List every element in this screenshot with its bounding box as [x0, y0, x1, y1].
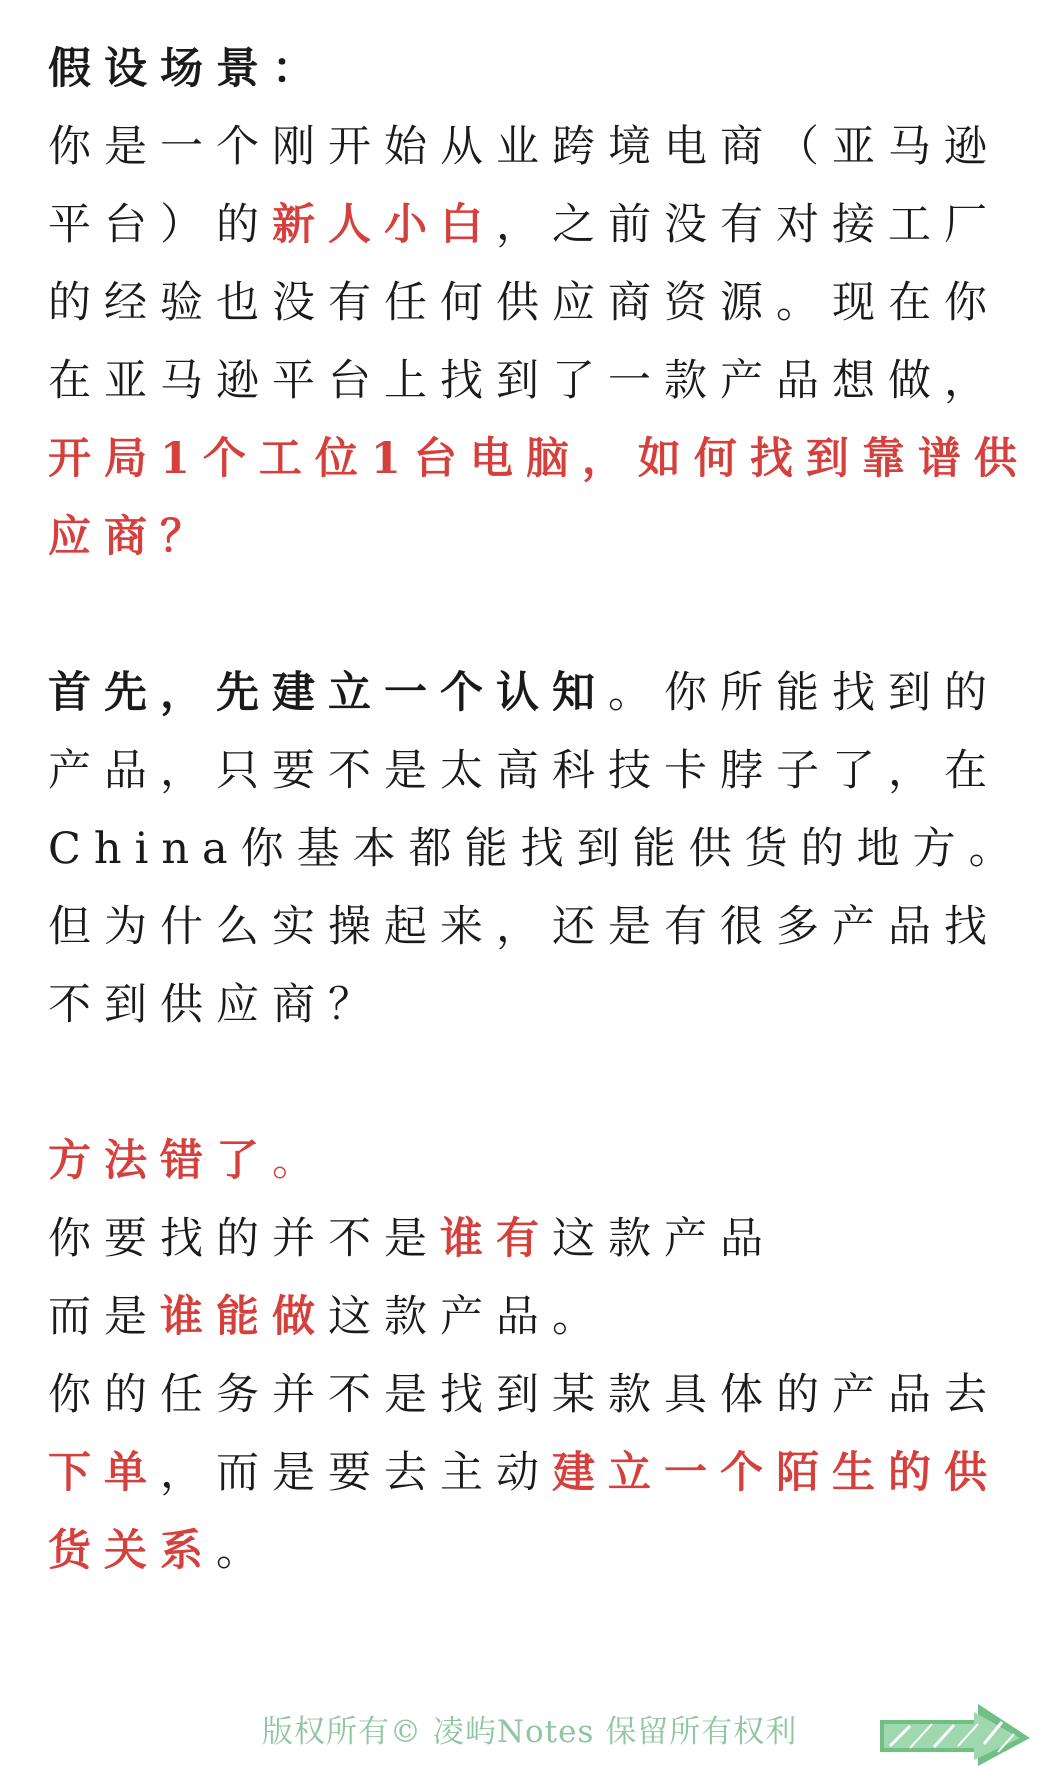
paragraph-line — [48, 1122, 1008, 1200]
scenario-heading: 假设场景： — [48, 44, 328, 94]
text-span: 。 — [216, 1526, 272, 1576]
text-span: 而是 — [48, 1292, 160, 1342]
highlight-line: 开局1个工位1台电脑，如何找到靠谱供 — [48, 434, 1030, 484]
text-span: 。 — [272, 1136, 328, 1186]
paragraph-line — [48, 1278, 1008, 1356]
highlight-text: 下单 — [48, 1448, 160, 1498]
article-body — [48, 30, 1030, 1590]
paragraph-line: 的经验也没有任何供应商资源。现在你 — [48, 278, 1000, 328]
highlight-text: 新人小白 — [272, 200, 496, 250]
bold-text: 首先，先建立一个认知 — [48, 668, 608, 718]
highlight-text: 谁能做 — [160, 1292, 328, 1342]
paragraph-line: China你基本都能找到能供货的地方。 — [48, 824, 1025, 874]
paragraph-line — [48, 654, 1008, 732]
paragraph-line — [48, 1200, 1008, 1278]
text-span: 你要找的并不是 — [48, 1214, 440, 1264]
paragraph-line: 你是一个刚开始从业跨境电商（亚马逊 — [48, 122, 1000, 172]
paragraph-line — [48, 1434, 1008, 1512]
highlight-text: 建立一个陌生的供 — [552, 1448, 1000, 1498]
copyright-notice: 版权所有© 凌屿Notes 保留所有权利 — [262, 1714, 798, 1750]
paragraph-gap — [48, 1044, 1008, 1122]
highlight-text: 方法错了 — [48, 1136, 272, 1186]
paragraph-line — [48, 186, 1008, 264]
highlight-text: 货关系 — [48, 1526, 216, 1576]
text-span: 平台）的 — [48, 200, 272, 250]
paragraph-line: 不到供应商？ — [48, 980, 384, 1030]
footer — [0, 1700, 1060, 1766]
highlight-text: 谁有 — [440, 1214, 552, 1264]
paragraph-gap — [48, 576, 1008, 654]
paragraph-line: 但为什么实操起来，还是有很多产品找 — [48, 902, 1000, 952]
text-span: 这款产品。 — [328, 1292, 608, 1342]
paragraph-line: 产品，只要不是太高科技卡脖子了，在 — [48, 746, 1000, 796]
paragraph-line: 你的任务并不是找到某款具体的产品去 — [48, 1370, 1000, 1420]
text-span: 这款产品 — [552, 1214, 776, 1264]
paragraph-line: 在亚马逊平台上找到了一款产品想做， — [48, 356, 1000, 406]
text-span: ，之前没有对接工厂 — [496, 200, 1000, 250]
paragraph-line — [48, 1512, 1008, 1590]
next-arrow-icon[interactable] — [880, 1700, 1040, 1766]
highlight-line: 应商？ — [48, 512, 216, 562]
text-span: 。你所能找到的 — [608, 668, 1000, 718]
text-span: ，而是要去主动 — [160, 1448, 552, 1498]
